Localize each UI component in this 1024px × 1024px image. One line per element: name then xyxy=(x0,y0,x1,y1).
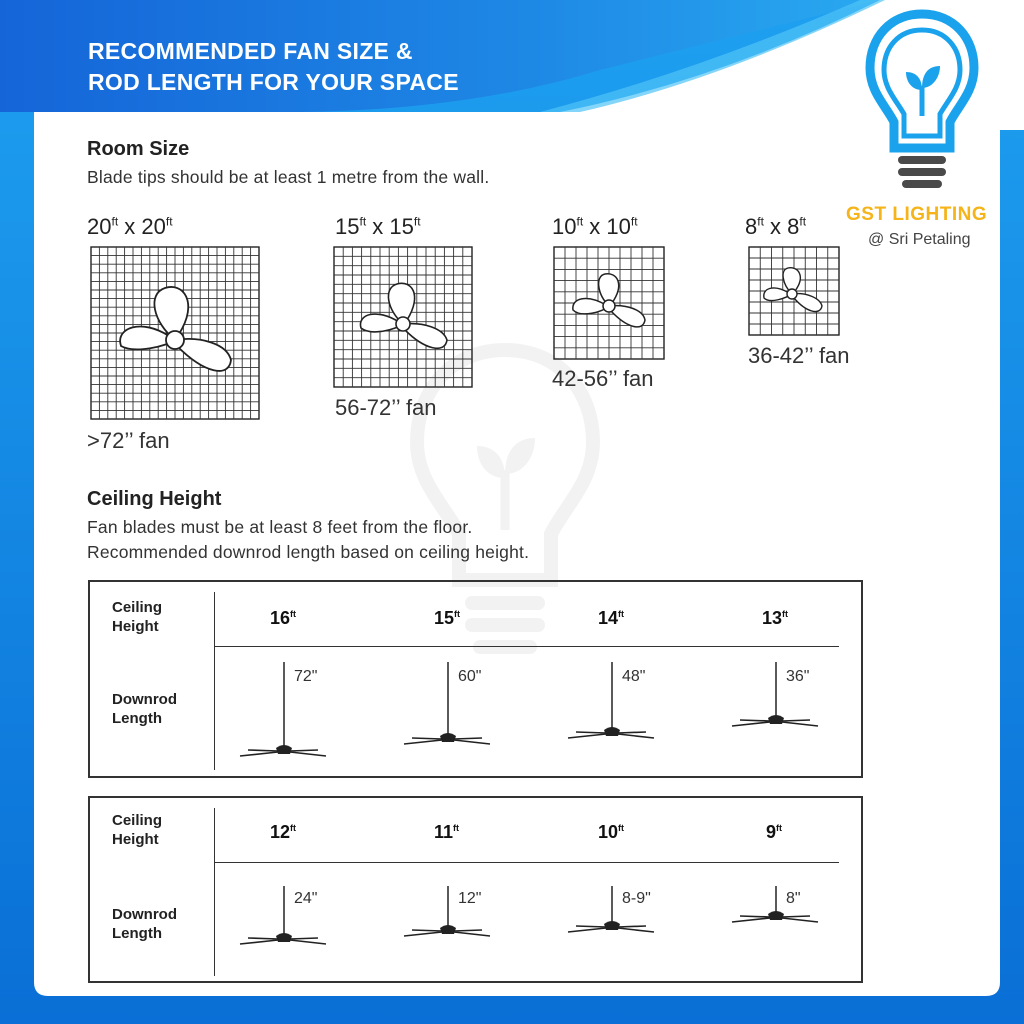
ceiling-height-cell: $16^{ft}$ xyxy=(270,608,297,628)
room-height: 15 xyxy=(389,214,414,239)
room-width: 10 xyxy=(552,214,577,239)
room-size-label-2 xyxy=(335,214,421,240)
table-divider xyxy=(214,808,215,976)
downrod-length-cell: 36" xyxy=(786,668,810,685)
size-separator: x xyxy=(589,214,601,239)
ceiling-height-cell: $14^{ft}$ xyxy=(598,608,625,628)
unit-ft: ft xyxy=(576,214,584,229)
unit-ft: ft xyxy=(111,214,119,229)
room-height: 20 xyxy=(141,214,166,239)
ceiling-height-cell: $9^{ft}$ xyxy=(766,822,783,842)
brand-location: @ Sri Petaling xyxy=(868,231,971,248)
room-height: 10 xyxy=(606,214,631,239)
unit-ft: ft xyxy=(799,214,807,229)
downrod-length-cell: 72" xyxy=(294,668,318,685)
ceiling-height-description-1: Fan blades must be at least 8 feet from the floor. xyxy=(87,517,473,537)
room-height: 8 xyxy=(787,214,800,239)
unit-ft: ft xyxy=(359,214,367,229)
room-width: 15 xyxy=(335,214,360,239)
room-size-label-3 xyxy=(552,214,638,240)
lightbulb-sprout-icon xyxy=(862,8,982,198)
room-size-label-1 xyxy=(87,214,173,240)
ceiling-height-cell: $10^{ft}$ xyxy=(598,822,625,842)
banner-title-line-2: ROD LENGTH FOR YOUR SPACE xyxy=(88,69,459,95)
unit-ft: ft xyxy=(757,214,764,229)
room-grid-8ft xyxy=(748,246,840,336)
downrod-length-cell: 8-9" xyxy=(622,890,651,907)
ceiling-height-cell: $12^{ft}$ xyxy=(270,822,297,842)
downrod-length-cell: 24" xyxy=(294,890,318,907)
downrod-table-1 xyxy=(88,580,863,778)
room-grid-20ft xyxy=(90,246,260,420)
room-size-heading: Room Size xyxy=(87,138,190,160)
size-separator: x xyxy=(770,214,782,239)
ceiling-height-header: Ceiling Height xyxy=(112,812,163,848)
size-separator: x xyxy=(124,214,136,239)
ceiling-fan-side-icon xyxy=(238,886,328,956)
ceiling-fan-side-icon xyxy=(566,662,656,742)
ceiling-fan-side-icon xyxy=(402,886,492,946)
fan-size-label-4: 36-42’’ fan xyxy=(748,343,850,368)
fan-size-label-3: 42-56’’ fan xyxy=(552,366,654,391)
unit-ft: ft xyxy=(630,214,638,229)
downrod-length-cell: 8" xyxy=(786,890,801,907)
fan-top-view-icon xyxy=(120,287,231,381)
table-divider xyxy=(214,646,839,647)
ceiling-fan-side-icon xyxy=(730,662,820,732)
banner-title-line-1: RECOMMENDED FAN SIZE & xyxy=(88,38,413,64)
ceiling-fan-side-icon xyxy=(566,886,656,941)
ceiling-height-cell: $11^{ft}$ xyxy=(434,822,460,842)
fan-size-label-1: >72’’ fan xyxy=(87,428,170,453)
room-width: 20 xyxy=(87,214,112,239)
ceiling-fan-side-icon xyxy=(238,662,328,762)
size-separator: x xyxy=(372,214,384,239)
downrod-length-header: Downrod Length xyxy=(112,691,177,727)
table-divider xyxy=(214,592,215,770)
downrod-length-cell: 12" xyxy=(458,890,482,907)
unit-ft: ft xyxy=(165,214,173,229)
fan-top-view-icon xyxy=(764,268,822,312)
room-size-label-4 xyxy=(745,214,815,240)
ceiling-height-cell: $13^{ft}$ xyxy=(762,608,789,628)
ceiling-height-header: Ceiling Height xyxy=(112,599,163,635)
ceiling-height-heading: Ceiling Height xyxy=(87,488,222,510)
ceiling-fan-side-icon xyxy=(730,886,820,936)
room-grid-15ft xyxy=(333,246,473,388)
ceiling-height-description-2: Recommended downrod length based on ceiling height. xyxy=(87,542,530,562)
fan-size-label-2: 56-72’’ fan xyxy=(335,395,437,420)
downrod-table-2 xyxy=(88,796,863,983)
ceiling-height-cell: $15^{ft}$ xyxy=(434,608,461,628)
room-size-description: Blade tips should be at least 1 metre from the wall. xyxy=(87,167,490,187)
downrod-length-header: Downrod Length xyxy=(112,906,177,942)
room-grid-10ft xyxy=(553,246,665,360)
ceiling-fan-side-icon xyxy=(402,662,492,752)
downrod-length-cell: 48" xyxy=(622,668,646,685)
table-divider xyxy=(214,862,839,863)
brand-name: GST LIGHTING xyxy=(846,204,988,225)
banner-title xyxy=(88,36,459,98)
fan-top-view-icon xyxy=(360,283,447,348)
room-width: 8 xyxy=(745,214,758,239)
unit-ft: ft xyxy=(413,214,421,229)
downrod-length-cell: 60" xyxy=(458,668,482,685)
